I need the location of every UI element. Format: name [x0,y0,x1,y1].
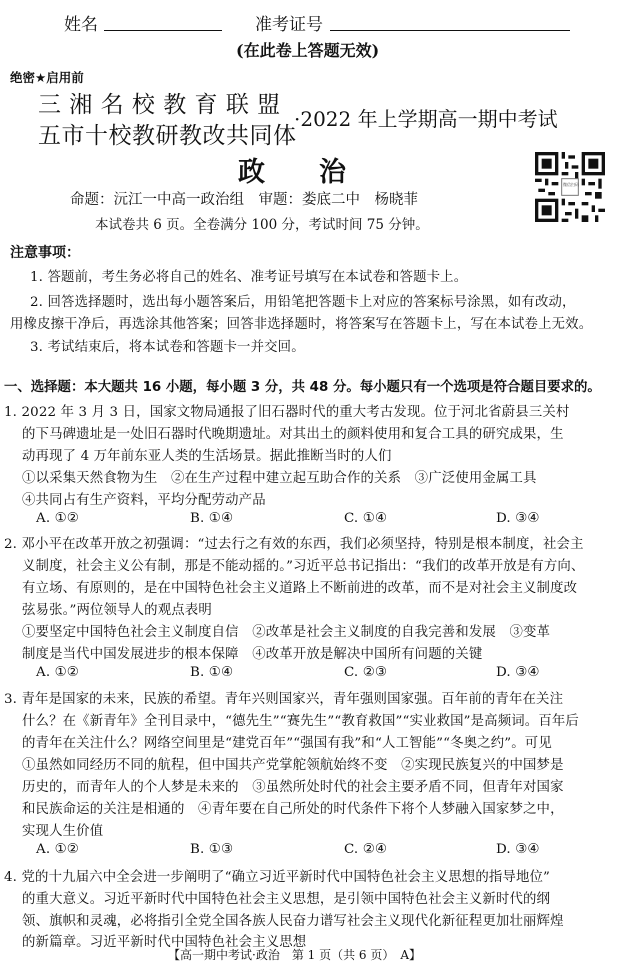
authors-line: 命题：沅江一中高一政治组 审题：娄底二中 杨晓菲 [70,192,418,208]
q1-line-4: ①以采集天然食物为生 ②在生产过程中建立起互助合作的关系 ③广泛使用金属工具 [22,471,537,486]
notice-item-2-cont: 用橡皮擦干净后，再选涂其他答案；回答非选择题时，将答案写在答题卡上，写在本试卷上无效。 [10,317,593,332]
q3-option-b[interactable]: B. ①③ [190,842,234,857]
exam-info: 本试卷共 6 页。全卷满分 100 分，考试时间 75 分钟。 [95,217,429,233]
secret-label: 绝密★启用前 [10,70,84,85]
section-heading: 一、选择题：本大题共 16 小题，每小题 3 分，共 48 分。每小题只有一个选项是符合题目要求的。 [4,380,601,395]
qr-code [535,152,605,222]
notice-title: 注意事项： [10,245,80,261]
q2-option-b[interactable]: B. ①④ [190,665,234,680]
name-label: 姓名 [64,15,98,35]
q1-option-d[interactable]: D. ③④ [496,511,540,526]
q3-option-a[interactable]: A. ①② [36,842,79,857]
q4-line-1: 4. 党的十九届六中全会进一步阐明了“确立习近平新时代中国特色社会主义思想的指导地位” [4,870,551,885]
q3-line-4: ①虽然如同经历不同的航程，但中国共产党掌舵领航始终不变 ②实现民族复兴的中国梦是 [22,758,564,773]
q1-line-2: 的下马碑遗址是一处旧石器时代晚期遗址。对其出土的颜料使用和复合工具的研究成果，生 [22,427,564,442]
q3-line-2: 什么？在《新青年》全刊目录中，“德先生”“赛先生”“教育救国”“实业救国”是高频词。百年后 [22,714,579,729]
exam-id-blank[interactable] [330,12,570,31]
notice-item-1: 1. 答题前，考生务必将自己的姓名、准考证号填写在本试卷和答题卡上。 [30,270,468,285]
notice-item-2: 2. 回答选择题时，选出每小题答案后，用铅笔把答题卡上对应的答案标号涂黑，如有改动， [30,295,576,310]
q1-line-5: ④共同占有生产资料，平均分配劳动产品 [22,493,266,508]
qr-caption: 微信扫码 [563,182,579,187]
alliance-line1: 三 湘 名 校 教 育 联 盟 [38,92,281,118]
q3-line-5: 历史的，而青年人的个人梦是未来的 ③虽然所处时代的社会主要矛盾不同，但青年对国家 [22,780,564,795]
q3-line-7: 实现人生价值 [22,824,104,839]
q3-line-6: 和民族命运的关注是相通的 ④青年要在自己所处的时代条件下将个人梦融入国家梦之中， [22,802,564,817]
alliance-line2: 五市十校教研教改共同体 [38,123,297,149]
name-blank[interactable] [104,12,222,31]
q1-line-3: 动再现了 4 万年前东亚人类的生活场景。据此推断当时的人们 [22,449,392,464]
q1-line-1: 1. 2022 年 3 月 3 日，国家文物局通报了旧石器时代的重大考古发现。位于河北省蔚县三关村 [4,405,570,420]
q2-line-2: 义制度，社会主义公有制，那是不能动摇的。”习近平总书记指出：“我们的改革开放是有方向、 [22,559,585,574]
q2-line-4: 弦易张。”两位领导人的观点表明 [22,603,212,618]
q1-option-c[interactable]: C. ①④ [344,511,388,526]
q4-line-2: 的重大意义。习近平新时代中国特色社会主义思想，是引领中国特色社会主义新时代的纲 [22,892,551,907]
q2-line-5: ①要坚定中国特色社会主义制度自信 ②改革是社会主义制度的自我完善和发展 ③变革 [22,625,551,640]
q2-line-1: 2. 邓小平在改革开放之初强调：“过去行之有效的东西，我们必须坚持，特别是根本制度，社会主 [4,537,584,552]
q2-option-c[interactable]: C. ②③ [344,665,388,680]
q2-line-3: 有立场、有原则的，是在中国特色社会主义道路上不断前进的改革，而不是对社会主义制度改 [22,581,578,596]
q4-line-4: 的新篇章。习近平新时代中国特色社会主义思想 [22,935,307,950]
q3-option-d[interactable]: D. ③④ [496,842,540,857]
exam-id-label: 准考证号 [255,15,323,35]
q4-line-3: 领、旗帜和灵魂，必将指引全党全国各族人民奋力谱写社会主义现代化新征程更加壮丽辉煌 [22,914,564,929]
q1-option-a[interactable]: A. ①② [36,511,79,526]
q1-option-b[interactable]: B. ①④ [190,511,234,526]
q3-line-3: 的青年在关注什么？网络空间里是“建党百年”“强国有我”和“人工智能”“冬奥之约”。可见 [22,736,552,751]
q2-option-d[interactable]: D. ③④ [496,665,540,680]
q3-option-c[interactable]: C. ②④ [344,842,388,857]
subject-title: 政 治 [238,157,346,188]
q2-line-6: 制度是当代中国发展进步的根本保障 ④改革开放是解决中国所有问题的关键 [22,647,483,662]
page-footer: 【高一期中考试·政治 第 1 页（共 6 页） A】 [168,948,422,962]
invalid-note: (在此卷上答题无效) [236,41,380,60]
q2-option-a[interactable]: A. ①② [36,665,79,680]
exam-title: ·2022 年上学期高一期中考试 [294,107,558,131]
q3-line-1: 3. 青年是国家的未来，民族的希望。青年兴则国家兴，青年强则国家强。百年前的青年在关注 [4,692,564,707]
notice-item-3: 3. 考试结束后，将本试卷和答题卡一并交回。 [30,340,305,355]
